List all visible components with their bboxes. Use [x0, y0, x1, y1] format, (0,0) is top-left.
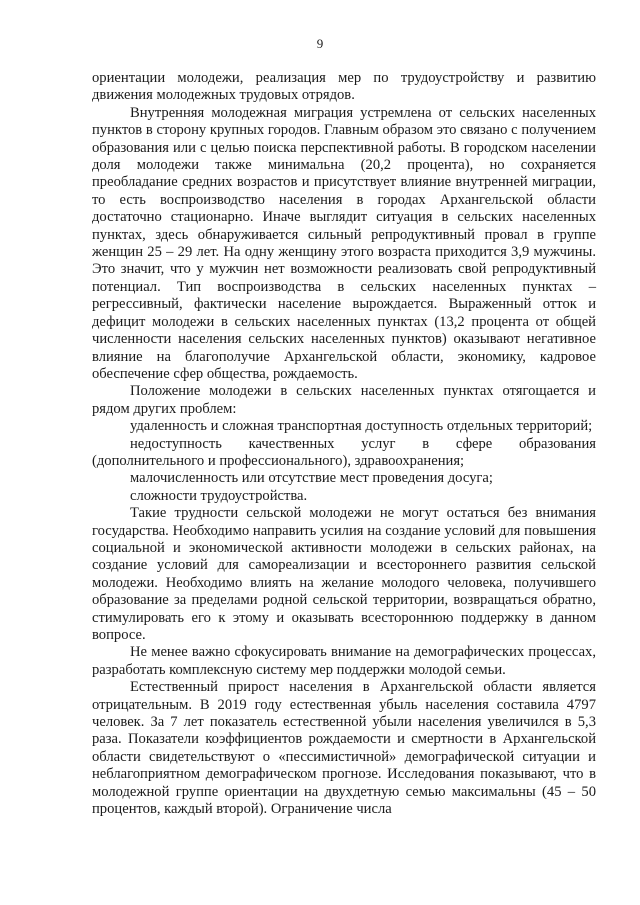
paragraph: ориентации молодежи, реализация мер по трудоустройству и развитию движения молодежных трудовых отрядов.	[92, 70, 596, 104]
page-number: 9	[316, 36, 324, 51]
paragraph: Положение молодежи в сельских населенных пунктах отягощается и рядом других проблем:	[92, 383, 596, 417]
list-item: сложности трудоустройства.	[130, 487, 308, 504]
paragraph: Не менее важно сфокусировать внимание на демографических процессах, разработать комплексную систему мер поддержки молодой семьи.	[92, 644, 596, 678]
paragraph: Естественный прирост населения в Архангельской области является отрицательным. В 2019 году естественная убыль населения составила 4797 человек. За 7 лет показатель естественной убыли населения увеличился в 5,3 раза. Показатели коэффициентов рождаемости и смертности в Архангельской области свидетельствуют о «пессимистичной» демографической ситуации и неблагоприятном демографическом прогнозе. Исследования показывают, что в молодежной группе ориентации на двухдетную семью максимальны (45 – 50 процентов, каждый второй). Ограничение числа	[92, 679, 596, 818]
list-item: недоступность качественных услуг в сфере образования (дополнительного и профессионального), здравоохранения;	[92, 435, 596, 469]
list-item: малочисленность или отсутствие мест проведения досуга;	[130, 470, 493, 487]
paragraph: Такие трудности сельской молодежи не могут остаться без внимания государства. Необходимо направить усилия на создание условий для повышения социальной и экономической активности молодежи в сельских районах, на создание условий для самореализации и всестороннего развития сельской молодежи. Необходимо влиять на желание молодого человека, получившего образование за пределами родной сельской территории, возвращаться обратно, стимулировать его к этому и оказывать всестороннюю поддержку в данном вопросе.	[92, 505, 596, 643]
list-item: удаленность и сложная транспортная доступность отдельных территорий;	[130, 418, 593, 435]
paragraph: Внутренняя молодежная миграция устремлена от сельских населенных пунктов в сторону крупных городов. Главным образом это связано с получением образования или с целью поиска перспективной работы. В городском населении доля молодежи также минимальна (20,2 процента), но сохраняется преобладание средних возрастов и присутствует влияние внутренней миграции, то есть воспроизводство населения в городах Архангельской области достаточно стационарно. Иначе выглядит ситуация в сельских населенных пунктах, здесь обнаруживается сильный репродуктивный провал в группе женщин 25 – 29 лет. На одну женщину этого возраста приходится 3,9 мужчины. Это значит, что у мужчин нет возможности реализовать свой репродуктивный потенциал. Тип воспроизводства в сельских населенных пунктах – регрессивный, фактически население вырождается. Выраженный отток и дефицит молодежи в сельских населенных пунктах (13,2 процента от общей численности населения сельских населенных пунктов) оказывают негативное влияние на благополучие Архангельской области, экономику, кадровое обеспечение сфер общества, рождаемость.	[92, 104, 596, 382]
body-text	[92, 70, 596, 818]
